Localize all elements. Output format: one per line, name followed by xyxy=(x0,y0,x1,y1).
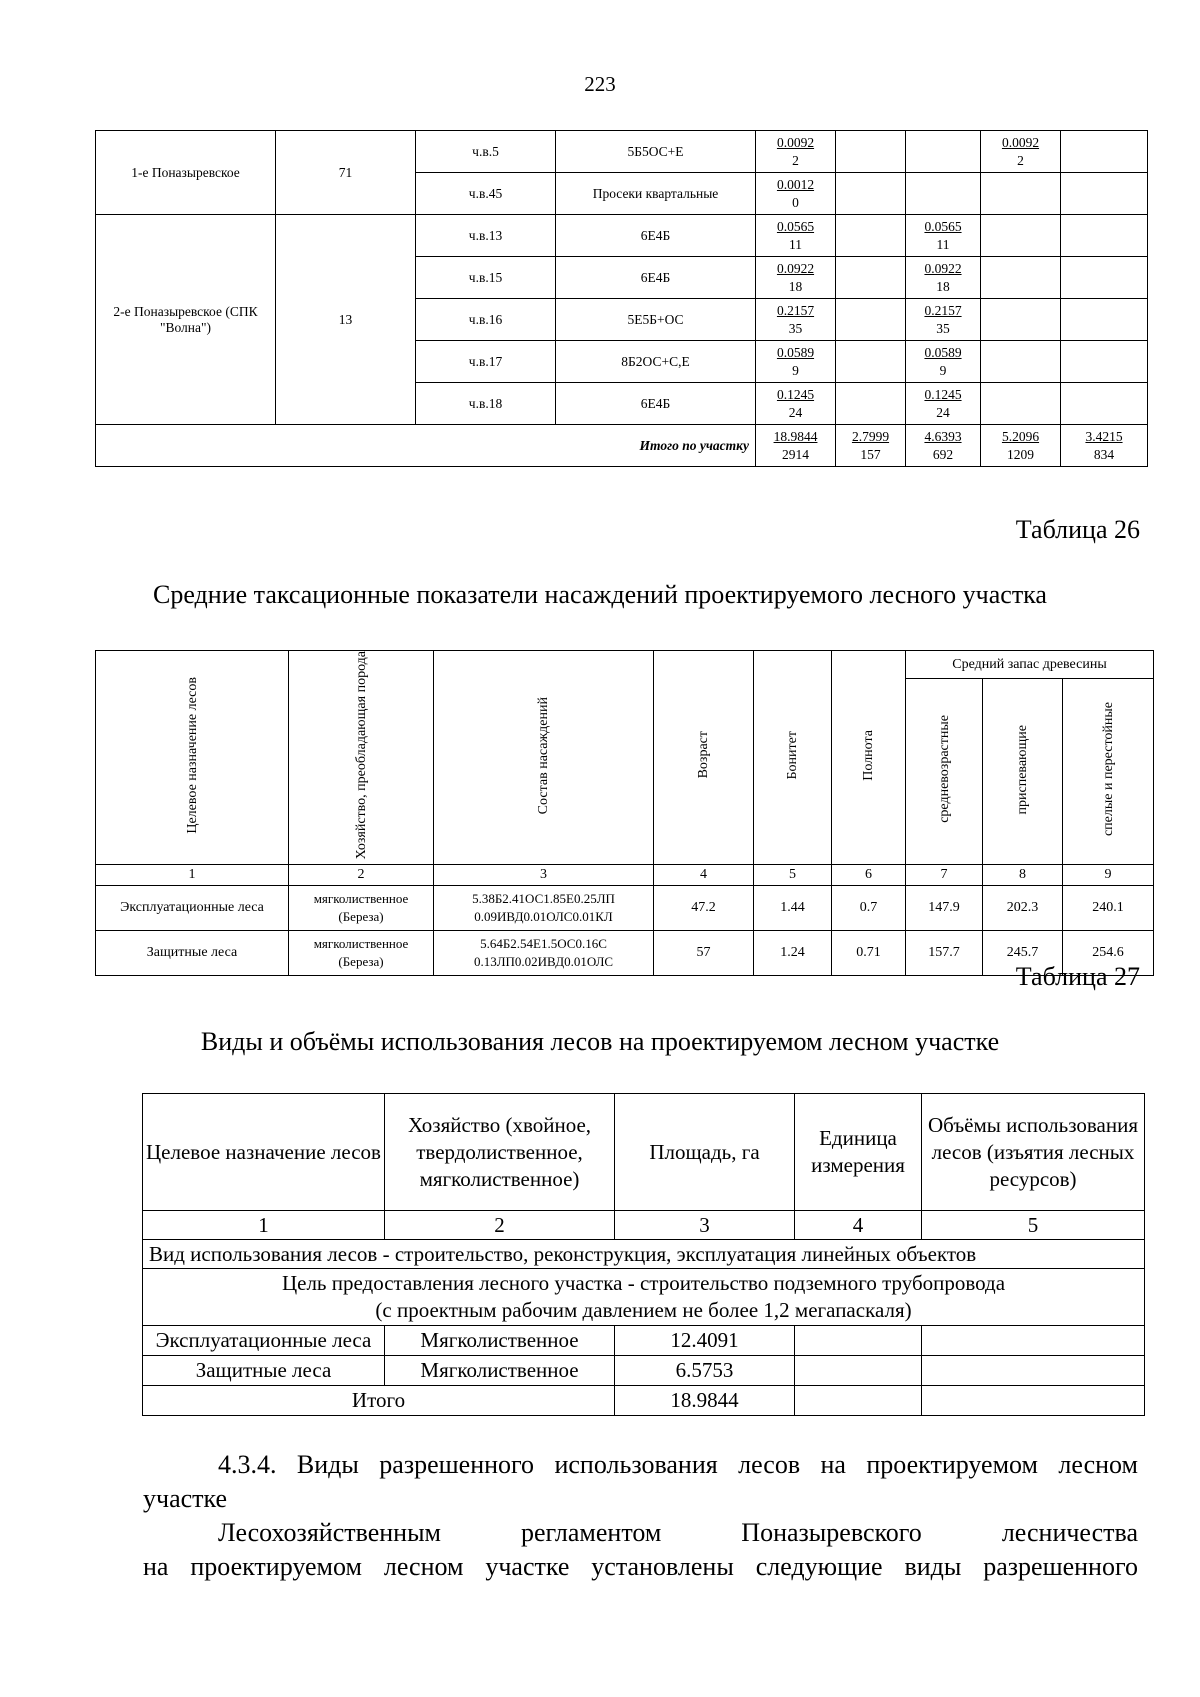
header-unit: Единица измерения xyxy=(795,1094,922,1211)
value-cell: 0.2157 35 xyxy=(906,299,981,341)
composition-cell: 5.64Б2.54Е1.5ОС0.16С 0.13ЛП0.02ИВД0.01ОЛС xyxy=(434,931,654,976)
total-area: 18.9844 xyxy=(615,1386,795,1416)
part-cell: ч.в.13 xyxy=(416,215,556,257)
part-cell: ч.в.45 xyxy=(416,173,556,215)
value-cell: 0.0012 0 xyxy=(756,173,836,215)
page-number: 223 xyxy=(584,72,616,96)
unit-cell xyxy=(795,1326,922,1356)
column-number: 5 xyxy=(922,1211,1145,1240)
forestry-name: 1-е Поназыревское xyxy=(96,131,276,215)
value-cell xyxy=(906,131,981,173)
purpose-cell: Эксплуатационные леса xyxy=(143,1326,385,1356)
header-purpose: Целевое назначение лесов xyxy=(96,651,289,865)
value-cell: 0.0922 18 xyxy=(906,257,981,299)
value-cell xyxy=(836,341,906,383)
column-number: 6 xyxy=(832,865,906,886)
column-number: 1 xyxy=(96,865,289,886)
total-cell: 3.4215 834 xyxy=(1061,425,1148,467)
composition-cell: Просеки квартальные xyxy=(556,173,756,215)
composition-cell: 5Б5ОС+Е xyxy=(556,131,756,173)
value-cell xyxy=(1061,131,1148,173)
value-cell xyxy=(981,215,1061,257)
section-paragraph: Лесохозяйственным регламентом Поназыревского лесничества на проектируемом лесном участке установлены следующие виды разрешенного xyxy=(143,1518,1138,1581)
age-cell: 57 xyxy=(654,931,754,976)
composition-cell: 6Е4Б xyxy=(556,383,756,425)
value-cell xyxy=(1061,341,1148,383)
table-row xyxy=(96,886,1154,931)
farm-cell: Мягколиственное xyxy=(385,1356,615,1386)
farm-cell: мягколиственное (Береза) xyxy=(289,931,434,976)
s3-cell: 254.6 xyxy=(1063,931,1154,976)
table27 xyxy=(142,1093,1145,1416)
purpose-cell: Защитные леса xyxy=(143,1356,385,1386)
density-cell: 0.71 xyxy=(832,931,906,976)
column-number: 5 xyxy=(754,865,832,886)
column-number: 2 xyxy=(289,865,434,886)
column-number: 8 xyxy=(983,865,1063,886)
density-cell: 0.7 xyxy=(832,886,906,931)
part-cell: ч.в.18 xyxy=(416,383,556,425)
total-cell: 18.9844 2914 xyxy=(756,425,836,467)
table-row xyxy=(96,931,1154,976)
purpose-cell: Защитные леса xyxy=(96,931,289,976)
value-cell xyxy=(906,173,981,215)
table27-title: Виды и объёмы использования лесов на проектируемом лесном участке xyxy=(200,1027,1000,1056)
value-cell: 0.2157 35 xyxy=(756,299,836,341)
part-cell: ч.в.15 xyxy=(416,257,556,299)
value-cell: 0.0589 9 xyxy=(756,341,836,383)
composition-cell: 6Е4Б xyxy=(556,257,756,299)
area-cell: 6.5753 xyxy=(615,1356,795,1386)
unit-cell xyxy=(795,1356,922,1386)
header-volume: Объёмы использования лесов (изъятия лесных ресурсов) xyxy=(922,1094,1145,1211)
value-cell: 0.1245 24 xyxy=(906,383,981,425)
table-row xyxy=(143,1356,1145,1386)
total-volume xyxy=(922,1386,1145,1416)
value-cell: 0.0092 2 xyxy=(981,131,1061,173)
bonitet-cell: 1.44 xyxy=(754,886,832,931)
header-farm: Хозяйство (хвойное, твердолиственное, мягколиственное) xyxy=(385,1094,615,1211)
quarter-number: 13 xyxy=(276,215,416,425)
value-cell xyxy=(836,299,906,341)
header-stock-group: Средний запас древесины xyxy=(906,651,1154,679)
s1-cell: 147.9 xyxy=(906,886,983,931)
volume-cell xyxy=(922,1356,1145,1386)
value-cell xyxy=(981,173,1061,215)
value-cell: 0.0589 9 xyxy=(906,341,981,383)
header-bonitet: Бонитет xyxy=(754,651,832,865)
header-farm: Хозяйство, преобладающая порода xyxy=(289,651,434,865)
value-cell xyxy=(1061,257,1148,299)
column-number: 1 xyxy=(143,1211,385,1240)
value-cell: 0.0565 11 xyxy=(756,215,836,257)
value-cell xyxy=(836,173,906,215)
value-cell: 0.0565 11 xyxy=(906,215,981,257)
composition-cell: 5.38Б2.41ОС1.85Е0.25ЛП 0.09ИВД0.01ОЛС0.01КЛ xyxy=(434,886,654,931)
column-number: 3 xyxy=(615,1211,795,1240)
s3-cell: 240.1 xyxy=(1063,886,1154,931)
purpose-cell: Эксплуатационные леса xyxy=(96,886,289,931)
value-cell: 0.0922 18 xyxy=(756,257,836,299)
column-number: 4 xyxy=(795,1211,922,1240)
value-cell: 0.0092 2 xyxy=(756,131,836,173)
total-cell: 4.6393 692 xyxy=(906,425,981,467)
area-cell: 12.4091 xyxy=(615,1326,795,1356)
s1-cell: 157.7 xyxy=(906,931,983,976)
total-cell: 5.2096 1209 xyxy=(981,425,1061,467)
table27-caption: Таблица 27 xyxy=(1015,962,1140,991)
total-label: Итого xyxy=(143,1386,615,1416)
forestry-name: 2-е Поназыревское (СПК "Волна") xyxy=(96,215,276,425)
value-cell xyxy=(836,215,906,257)
total-unit xyxy=(795,1386,922,1416)
table26 xyxy=(95,650,1154,976)
value-cell xyxy=(836,131,906,173)
column-number: 9 xyxy=(1063,865,1154,886)
table26-caption: Таблица 26 xyxy=(1015,515,1140,544)
composition-cell: 5Е5Б+ОС xyxy=(556,299,756,341)
column-number: 7 xyxy=(906,865,983,886)
part-cell: ч.в.5 xyxy=(416,131,556,173)
total-label: Итого по участку xyxy=(96,425,756,467)
column-number: 2 xyxy=(385,1211,615,1240)
value-cell xyxy=(981,383,1061,425)
part-cell: ч.в.16 xyxy=(416,299,556,341)
continued-table xyxy=(95,130,1148,467)
value-cell xyxy=(1061,215,1148,257)
volume-cell xyxy=(922,1326,1145,1356)
section-heading: 4.3.4. Виды разрешенного использования лесов на проектируемом лесном участке xyxy=(143,1450,1138,1513)
composition-cell: 6Е4Б xyxy=(556,215,756,257)
bonitet-cell: 1.24 xyxy=(754,931,832,976)
s2-cell: 245.7 xyxy=(983,931,1063,976)
age-cell: 47.2 xyxy=(654,886,754,931)
table26-title: Средние таксационные показатели насаждений проектируемого лесного участка xyxy=(153,580,1047,609)
quarter-number: 71 xyxy=(276,131,416,215)
column-number: 3 xyxy=(434,865,654,886)
value-cell: 0.1245 24 xyxy=(756,383,836,425)
total-row xyxy=(96,425,1148,467)
part-cell: ч.в.17 xyxy=(416,341,556,383)
header-area: Площадь, га xyxy=(615,1094,795,1211)
table-row xyxy=(96,215,1148,257)
value-cell xyxy=(981,257,1061,299)
header-stock-ripening: приспевающие xyxy=(983,679,1063,865)
value-cell xyxy=(981,299,1061,341)
value-cell xyxy=(1061,383,1148,425)
value-cell xyxy=(981,341,1061,383)
farm-cell: Мягколиственное xyxy=(385,1326,615,1356)
column-number: 4 xyxy=(654,865,754,886)
use-type-row: Вид использования лесов - строительство, реконструкция, эксплуатация линейных объектов xyxy=(143,1240,1145,1269)
value-cell xyxy=(836,257,906,299)
value-cell xyxy=(1061,299,1148,341)
farm-cell: мягколиственное (Береза) xyxy=(289,886,434,931)
table-row xyxy=(143,1326,1145,1356)
header-stock-mature: спелые и перестойные xyxy=(1063,679,1154,865)
header-age: Возраст xyxy=(654,651,754,865)
header-purpose: Целевое назначение лесов xyxy=(143,1094,385,1211)
header-composition: Состав насаждений xyxy=(434,651,654,865)
total-cell: 2.7999 157 xyxy=(836,425,906,467)
header-density: Полнота xyxy=(832,651,906,865)
header-stock-mid: средневозрастные xyxy=(906,679,983,865)
purpose-row: Цель предоставления лесного участка - строительство подземного трубопровода (с проектным рабочим давлением не более 1,2 мегапаскаля) xyxy=(143,1269,1145,1326)
composition-cell: 8Б2ОС+С,Е xyxy=(556,341,756,383)
value-cell xyxy=(1061,173,1148,215)
s2-cell: 202.3 xyxy=(983,886,1063,931)
value-cell xyxy=(836,383,906,425)
table-row xyxy=(96,131,1148,173)
